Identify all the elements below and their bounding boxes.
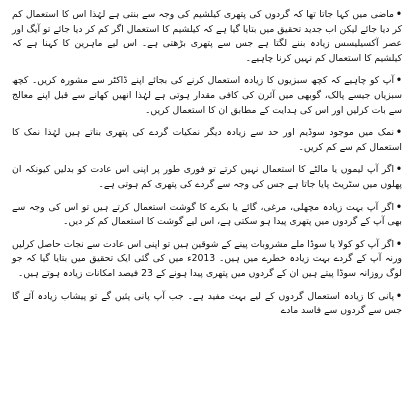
paragraph-salt [12, 126, 402, 155]
paragraph-text: اگر آپ کو کولا یا سوڈا ملے مشروبات پینے کے شوقین ہیں تو اپنی اس عادت سے نجات حاصل کرلیں ورنہ آپ کے گردے بہت زیادہ خطرے میں ہیں۔ 2013ء میں کی گئی ایک تحقیق میں بتایا گیا کہ جو لوگ روزانہ سوڈا پیتے ہیں ان کے گردوں میں پتھری پیدا ہونے کے 23 فیصد امکانات زیادہ ہوتے ہیں۔ [12, 238, 402, 279]
paragraph-vegetables [12, 74, 402, 118]
paragraph-calcium [12, 8, 402, 66]
paragraph-citrus [12, 163, 402, 192]
paragraph-text: نمک میں موجود سوڈیم اور حد سے زیادہ دیگر نمکیات گردے کی پتھری بناتے ہیں لہٰذا نمک کا استعمال کم سے کم کریں۔ [12, 127, 402, 153]
bullet-mark: • [396, 75, 402, 87]
paragraph-text: اگر آپ بہت زیادہ مچھلی، مرغی، گائے یا بکرے کا گوشت استعمال کرتے ہیں تو اس کی وجہ سے بھی آپ کے گردوں میں پتھری پیدا ہو سکتی ہے، اس لیے گوشت کا استعمال کم کر دیں۔ [12, 201, 402, 228]
paragraph-text: ماضی میں کہا جاتا تھا کہ گردوں کی پتھری کیلشیم کی وجہ سے بنتی ہے لہٰذا اس کا استعمال کم کر دیا جائے لیکن اب جدید تحقیق میں بتایا گیا ہے کہ کیلشیم کا استعمال اگر کم کر دیا جائے تو آیگ اور عصر آکسیلیسس زیادہ بننے لگتا ہے جس سے پتھری بڑھتی ہے۔ اس لیے ماہرین کا کہنا ہے کہ کیلشیم کا استعمال کم نہیں کرنا چاہیے۔ [12, 9, 402, 64]
paragraph-meat [12, 201, 402, 230]
paragraph-text: پانی کا زیادہ استعمال گردوں کے لیے بہت مفید ہے۔ جب آپ پانی پئیں گے تو پیشاب زیادہ آئے گا جس سے گردوں سے فاسد مادے [12, 290, 402, 317]
bullet-mark: • [396, 9, 402, 20]
bullet-mark: • [396, 164, 402, 176]
bullet-mark: • [396, 290, 402, 302]
bullet-mark: • [396, 201, 402, 213]
paragraph-soda [12, 238, 402, 282]
paragraph-text: آپ کو چاہیے کہ کچھ سبزیوں کا زیادہ استعمال کرنے کی بجائے اپنے ڈاکٹر سے مشورہ کریں۔ کچھ سبزیاں جیسے پالک، گوبھی میں آئرن کی کافی مقدار ہوتی ہے لہٰذا انھیں کھانے سے قبل اپنے معالج سے بات کرلیں اور اس کی ہدایت کے مطابق ان کا استعمال کریں۔ [12, 75, 402, 116]
bullet-mark: • [396, 127, 402, 139]
bullet-mark: • [396, 238, 402, 250]
paragraph-water [12, 290, 402, 319]
paragraph-text: اگر آپ لیموں یا مالٹے کا استعمال نہیں کرتے تو فوری طور پر اپنی اس عادت کو بدلیں کیونکہ ان پھلوں میں سٹریٹ پایا جاتا ہے جس کی وجہ سے گردے کی پتھری کم ہوتی ہے۔ [12, 164, 402, 190]
